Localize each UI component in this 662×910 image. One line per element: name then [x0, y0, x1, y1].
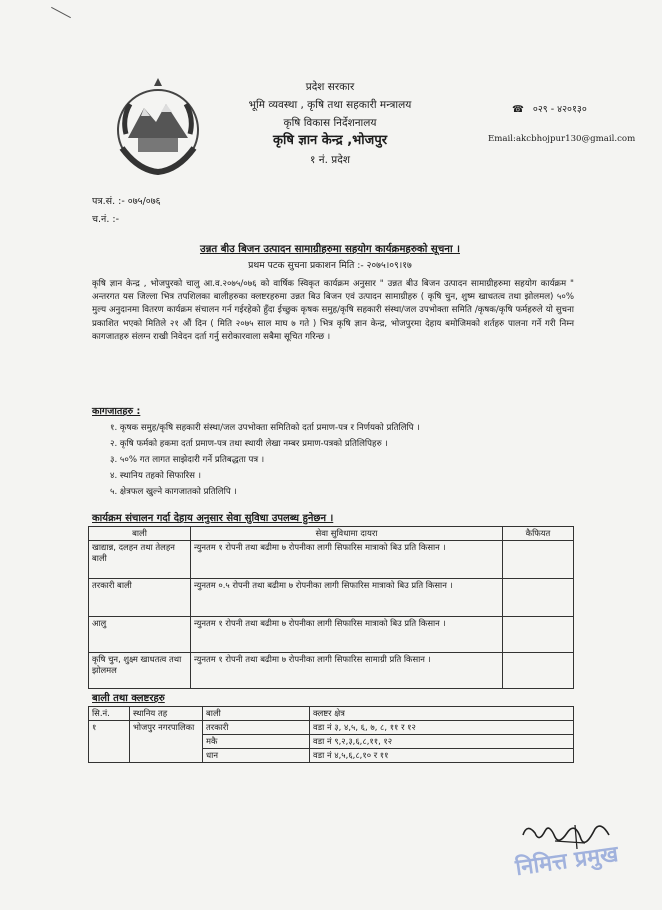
clusters-table [88, 706, 574, 763]
table-cell: वडा नं ४,५,६,८,१० र ११ [310, 749, 574, 763]
table-row [89, 579, 574, 617]
header-line1: प्रदेश सरकार [305, 81, 355, 93]
table-header: कैफियत [503, 527, 574, 541]
phone-icon: ☎ [512, 104, 524, 115]
table-cell: कृषि चुन, शुक्ष्म खाधतत्व तथा झोलमल [89, 653, 191, 689]
table-cell: १ [89, 721, 130, 763]
phone-number: ०२९ - ४२०१३० [532, 104, 587, 115]
chalani-number: च.नं. :- [92, 214, 119, 225]
table-header-row [89, 527, 574, 541]
email: Email:akcbhojpur130@gmail.com [488, 134, 636, 144]
patra-number: पत्र.सं. :- ०७५/०७६ [92, 196, 161, 207]
scan-mark [51, 7, 71, 18]
stamp-text: निमित्त प्रमुख [513, 841, 620, 882]
table-header: बाली [203, 707, 310, 721]
list-item: २. कृषि फर्मको हकमा दर्ता प्रमाण-पत्र तथा स्थायी लेखा नम्बर प्रमाण-पत्रको प्रतिलिपिहरु । [110, 439, 388, 449]
table-header: क्लष्टर क्षेत्र [310, 707, 574, 721]
notice-subtitle: प्रथम पटक सुचना प्रकाशन मिति :- २०७५।०९।१७ [248, 260, 412, 271]
table-row [89, 721, 574, 735]
table-row [89, 541, 574, 579]
clusters-heading: बाली तथा क्लष्टरहरु [92, 693, 165, 704]
table-cell [503, 653, 574, 689]
list-item: ४. स्थानिय तहको सिफारिस । [110, 471, 201, 481]
header-line2: भूमि व्यवस्था , कृषि तथा सहकारी मन्त्रालय [248, 99, 412, 111]
table-row [89, 617, 574, 653]
table-header: सि.नं. [89, 707, 130, 721]
table-header-row [89, 707, 574, 721]
table-cell: वडा नं ९,२,३,६,८,११, १२ [310, 735, 574, 749]
header-line4: कृषि ज्ञान केन्द्र ,भोजपुर [272, 133, 388, 148]
table-cell [503, 541, 574, 579]
table-header: बाली [89, 527, 191, 541]
notice-body: कृषि ज्ञान केन्द्र , भोजपुरको चालु आ.व.२०७५/०७६ को वार्षिक स्विकृत कार्यक्रम अनुसार " उन्नत बीउ बिजन उत्पादन सामाग्रीहरुमा सहयोग कार्यक्रम " अन्तरगत यस जिल्ला भित्र तपशिलका बालीहरुका क्लष्टरहरुमा उन्नत बिउ बिजन एवं उत्पादन सामाग्रीहरु ( कृषि चुन, शुष्म खाधतत्व तथा झोलमल) ५०% मुल्य अनुदानमा वितरण कार्यक्रम संचालन गर्न गईरहेको हुँदा ईच्छुक कृषक समुह/कृषि सहकारी संस्था/जल उपभोक्ता समिति /कृषक/कृषि फर्महरुले यो सुचना प्रकाशित भएको मितिले २१ औं दिन ( मिति २०७५ साल माघ ७ गते ) भित्र कृषि ज्ञान केन्द्र, भोजपुरमा देहाय बमोजिमको शर्तहरु पालना गर्ने गरी निम्न कागजातहरु संलग्न राखी निवेदन दर्ता गर्नु सरोकारवाला सबैमा सूचित गरिन्छ । [92, 279, 574, 342]
table-cell [503, 617, 574, 653]
documents-list [110, 420, 580, 500]
table-cell: आलु [89, 617, 191, 653]
documents-heading: कागजातहरु : [92, 406, 141, 417]
header-line3: कृषि विकास निर्देशनालय [283, 117, 377, 129]
table-cell: तरकारी बाली [89, 579, 191, 617]
table-header: स्थानिय तह [130, 707, 203, 721]
header-line5: १ नं. प्रदेश [310, 154, 350, 166]
table-cell: वडा नं ३, ४,५, ६, ७, ८, ११ र १२ [310, 721, 574, 735]
notice-title: उन्नत बीउ बिजन उत्पादन सामाग्रीहरुमा सहयोग कार्यक्रमहरुको सूचना । [199, 244, 460, 255]
table-cell: न्युनतम १ रोपनी तथा बढीमा ७ रोपनीका लागी सिफारिस सामाग्री प्रति किसान । [191, 653, 503, 689]
services-heading: कार्यक्रम संचालन गर्दा देहाय अनुसार सेवा सुविधा उपलब्ध हुनेछन । [92, 513, 334, 524]
table-row [89, 653, 574, 689]
table-header: सेवा सुविधामा दायरा [191, 527, 503, 541]
table-cell [503, 579, 574, 617]
table-cell: धान [203, 749, 310, 763]
table-cell: न्युनतम १ रोपनी तथा बढीमा ७ रोपनीका लागी सिफारिस मात्राको बिउ प्रति किसान । [191, 617, 503, 653]
table-cell: मकै [203, 735, 310, 749]
table-cell: खाद्यान्न, दलहन तथा तेलहन बाली [89, 541, 191, 579]
table-cell: भोजपुर नगरपालिका [130, 721, 203, 763]
services-table [88, 526, 574, 689]
table-cell: न्युनतम १ रोपनी तथा बढीमा ७ रोपनीका लागी सिफारिस मात्राको बिउ प्रति किसान । [191, 541, 503, 579]
list-item: ३. ५०% गत लागत साझेदारी गर्ने प्रतिबद्धता पत्र । [110, 455, 265, 465]
phone-block [512, 102, 587, 115]
list-item: ५. क्षेत्रफल खुल्ने कागजातको प्रतिलिपि । [110, 487, 237, 497]
table-cell: तरकारी [203, 721, 310, 735]
table-cell: न्युनतम ०.५ रोपनी तथा बढीमा ७ रोपनीका लागी सिफारिस मात्राको बिउ प्रति किसान । [191, 579, 503, 617]
nepal-emblem-icon [108, 78, 208, 178]
list-item: १. कृषक समुह/कृषि सहकारी संस्था/जल उपभोक्ता समितिको दर्ता प्रमाण-पत्र र निर्णयको प्रतिलिपि । [110, 423, 420, 433]
